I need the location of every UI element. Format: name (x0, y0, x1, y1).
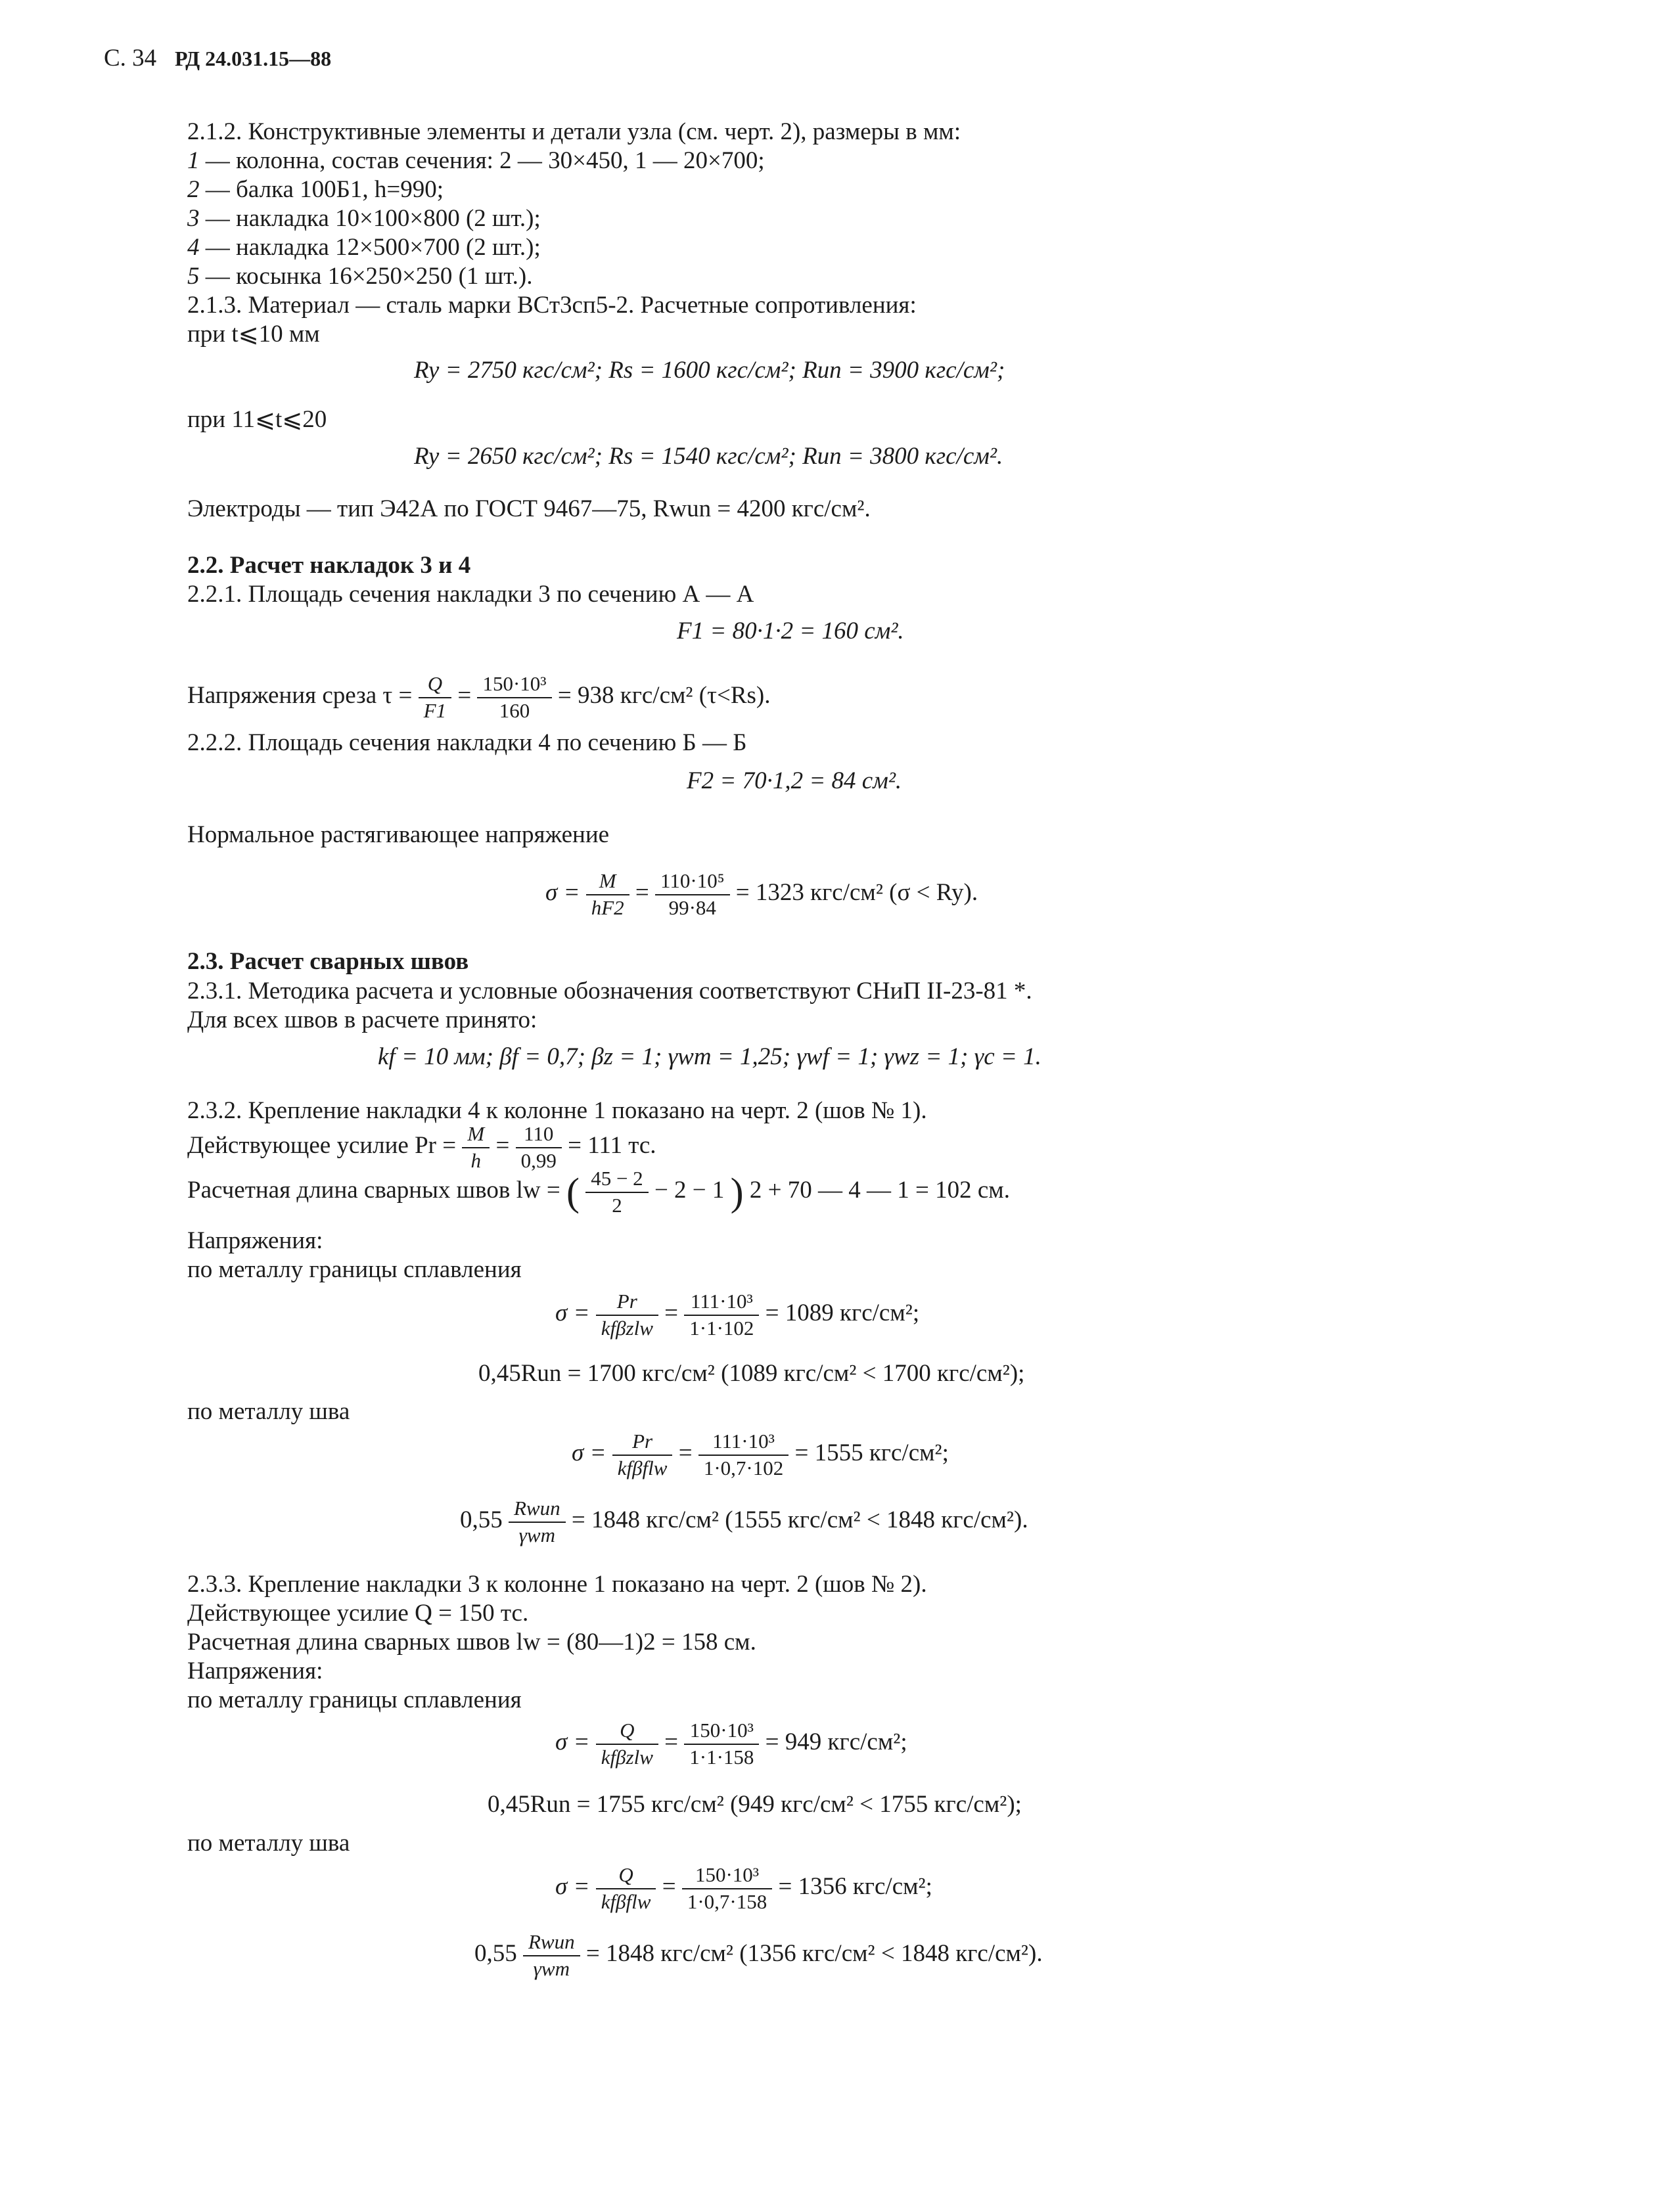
page-header (104, 46, 331, 70)
stresses-label-2: Напряжения: (187, 1658, 323, 1684)
check-equation-3: 0,45Run = 1755 кгс/см² (949 кгс/см² < 1755 кгс/см²); (488, 1791, 1022, 1818)
all-welds-text: Для всех швов в расчете принято: (187, 1006, 537, 1033)
force-equation: Действующее усилие Pr = $\frac{M}{h}$ = $\frac{110}{0,99}$ = 111 тс. (187, 1122, 656, 1172)
boundary-metal-label-2: по металлу границы сплавления (187, 1686, 522, 1713)
weld-length-2: Расчетная длина сварных швов lw = (80—1)2 = 158 см. (187, 1629, 756, 1656)
list-item: 2 — балка 100Б1, h=990; (187, 176, 444, 203)
fraction: $\frac{\text{Rwun}}{\text{γwm}}$ (523, 1931, 580, 1979)
fraction: $\frac{Q}{\text{kfβzlw}}$ (596, 1720, 658, 1768)
section-2-2-2-text: 2.2.2. Площадь сечения накладки 4 по сечению Б — Б (187, 729, 747, 756)
fraction: $\frac{\text{111·10³}}{1\cdot 0,7\cdot 102}$ (698, 1431, 789, 1479)
boundary-metal-label: по металлу границы сплавления (187, 1256, 522, 1283)
fraction: $\frac{\text{150·10³}}{160}$ (477, 673, 551, 721)
fraction: $\frac{\text{110·10⁵}}{99\cdot 84}$ (655, 870, 729, 918)
check-equation-1: 0,45Run = 1700 кгс/см² (1089 кгс/см² < 1700 кгс/см²); (478, 1360, 1025, 1387)
stress-equation-3: σ = $\frac{Q}{\text{kfβzlw}}$ = $\frac{\text{150·10³}}{1\cdot 1\cdot 158}$ = 949 кгс/см²; (555, 1719, 907, 1769)
section-2-3-2-text: 2.3.2. Крепление накладки 4 к колонне 1 показано на черт. 2 (шов № 1). (187, 1097, 927, 1124)
document-code: РД 24.031.15—88 (174, 47, 332, 70)
normal-stress-equation: σ = $\frac{M}{hF2}$ = $\frac{\text{110·10⁵}}{99\cdot 84}$ = 1323 кгс/см² (σ < Ry). (545, 869, 978, 919)
normal-stress-label: Нормальное растягивающее напряжение (187, 821, 610, 848)
area-f1-equation: F1 = 80·1·2 = 160 см². (677, 618, 904, 644)
stress-equation-2: σ = $\frac{Pr}{\text{kfβflw}}$ = $\frac{\text{111·10³}}{1\cdot 0,7\cdot 102}$ = 1555 кгс/см²; (572, 1430, 949, 1479)
weld-parameters: kf = 10 мм; βf = 0,7; βz = 1; γwm = 1,25; γwf = 1; γwz = 1; γc = 1. (378, 1043, 1041, 1070)
fraction: $\frac{\text{111·10³}}{1\cdot 1\cdot 102}$ (684, 1291, 759, 1339)
area-f2-equation: F2 = 70·1,2 = 84 см². (687, 767, 902, 794)
weld-length-equation: Расчетная длина сварных швов lw = ( $\frac{45 - 2}{2}$ − 2 − 1 ) 2 + 70 — 4 — 1 = 102 см. (187, 1167, 1010, 1217)
electrodes-text: Электроды — тип Э42А по ГОСТ 9467—75, Rwun = 4200 кгс/см². (187, 495, 871, 522)
weld-metal-label: по металлу шва (187, 1398, 350, 1425)
stresses-label: Напряжения: (187, 1227, 323, 1254)
fraction: $\frac{M}{h}$ (462, 1123, 490, 1171)
section-2-2-1-text: 2.2.1. Площадь сечения накладки 3 по сечению А — А (187, 581, 754, 608)
list-item: 3 — накладка 10×100×800 (2 шт.); (187, 205, 541, 232)
fraction: $\frac{\text{Rwun}}{\text{γwm}}$ (509, 1498, 566, 1546)
stress-equation-4: σ = $\frac{Q}{\text{kfβflw}}$ = $\frac{\text{150·10³}}{1\cdot 0,7\cdot 158}$ = 1356 кгс/см²; (555, 1863, 932, 1913)
list-item: 1 — колонна, состав сечения: 2 — 30×450, 1 — 20×700; (187, 147, 765, 174)
fraction: $\frac{Pr}{\text{kfβflw}}$ (612, 1431, 673, 1479)
section-2-1-2-title: 2.1.2. Конструктивные элементы и детали узла (см. черт. 2), размеры в мм: (187, 118, 961, 145)
condition-11-t-20: при 11⩽t⩽20 (187, 406, 327, 433)
fraction: $\frac{110}{0,99}$ (516, 1123, 562, 1171)
weld-metal-label-2: по металлу шва (187, 1830, 350, 1857)
page-number: С. 34 (104, 45, 157, 72)
resistance-equation-1: Ry = 2750 кгс/см²; Rs = 1600 кгс/см²; Run = 3900 кгс/см²; (414, 357, 1005, 384)
shear-stress-equation: Напряжения среза τ = $\frac{Q}{F1}$ = $\frac{\text{150·10³}}{160}$ = 938 кгс/см² (τ<Rs). (187, 672, 771, 722)
fraction: $\frac{45 - 2}{2}$ (585, 1168, 648, 1216)
check-equation-4: 0,55 $\frac{\text{Rwun}}{\text{γwm}}$ = 1848 кгс/см² (1356 кгс/см² < 1848 кгс/см²). (474, 1930, 1043, 1980)
fraction: $\frac{Q}{F1}$ (419, 673, 451, 721)
q-force-text: Действующее усилие Q = 150 тс. (187, 1600, 529, 1627)
fraction: $\frac{M}{hF2}$ (586, 870, 629, 918)
resistance-equation-2: Ry = 2650 кгс/см²; Rs = 1540 кгс/см²; Run = 3800 кгс/см². (414, 443, 1003, 470)
fraction: $\frac{\text{150·10³}}{1\cdot 1\cdot 158}$ (684, 1720, 759, 1768)
stress-equation-1: σ = $\frac{Pr}{\text{kfβzlw}}$ = $\frac{\text{111·10³}}{1\cdot 1\cdot 102}$ = 1089 кгс/см²; (555, 1290, 920, 1340)
condition-t-le-10: при t⩽10 мм (187, 321, 320, 348)
fraction: $\frac{Q}{\text{kfβflw}}$ (596, 1864, 656, 1912)
section-2-3-heading: 2.3. Расчет сварных швов (187, 948, 469, 975)
list-item: 5 — косынка 16×250×250 (1 шт.). (187, 263, 533, 290)
fraction: $\frac{\text{150·10³}}{1\cdot 0,7\cdot 158}$ (682, 1864, 772, 1912)
list-item: 4 — накладка 12×500×700 (2 шт.); (187, 234, 541, 261)
section-2-3-3-text: 2.3.3. Крепление накладки 3 к колонне 1 показано на черт. 2 (шов № 2). (187, 1571, 927, 1598)
fraction: $\frac{Pr}{\text{kfβzlw}}$ (596, 1291, 658, 1339)
check-equation-2: 0,55 $\frac{\text{Rwun}}{\text{γwm}}$ = 1848 кгс/см² (1555 кгс/см² < 1848 кгс/см²). (460, 1497, 1028, 1546)
section-2-3-1-text: 2.3.1. Методика расчета и условные обозначения соответствуют СНиП II-23-81 *. (187, 978, 1032, 1004)
section-2-1-3-title: 2.1.3. Материал — сталь марки ВСт3сп5-2. Расчетные сопротивления: (187, 292, 917, 319)
section-2-2-heading: 2.2. Расчет накладок 3 и 4 (187, 552, 471, 579)
